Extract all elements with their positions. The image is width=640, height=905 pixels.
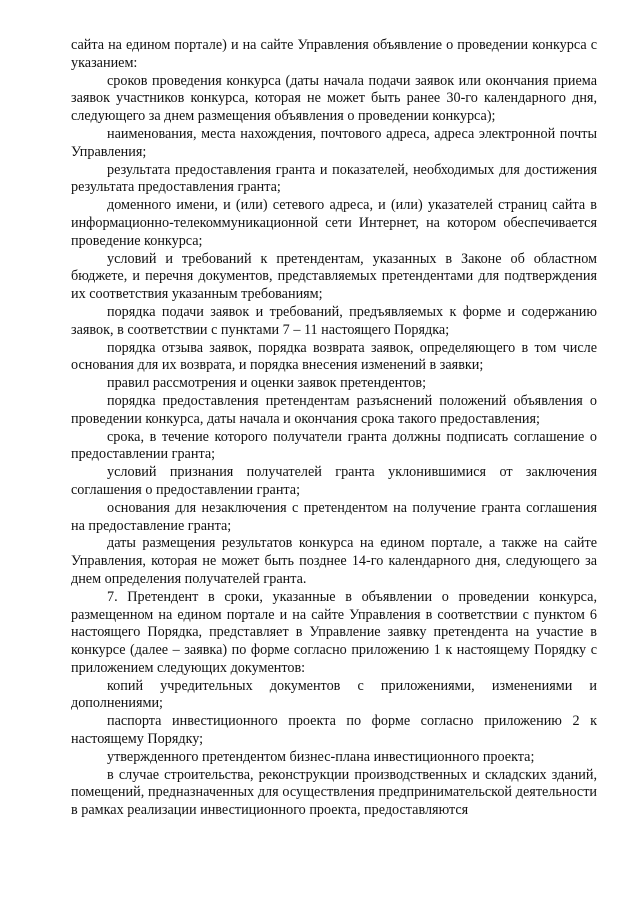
paragraph-evaluation-rules: правил рассмотрения и оценки заявок претендентов;	[107, 375, 427, 392]
paragraph-continuation: сайта на едином портале) и на сайте Управления объявление о проведении конкурса с указанием:	[71, 37, 597, 71]
paragraph-application-order: порядка подачи заявок и требований, предъявляемых к форме и содержанию заявок, в соответствии с пунктами 7 – 11 настоящего Порядка;	[71, 303, 597, 338]
paragraph-results-date: даты размещения результатов конкурса на едином портале, а также на сайте Управления, которая не может быть позднее 14-го календарного дня, следующего за днем определения получателей гранта.	[71, 535, 597, 587]
paragraph-grant-result: результата предоставления гранта и показателей, необходимых для достижения результата предоставления гранта;	[71, 161, 597, 196]
paragraph-project-passport: паспорта инвестиционного проекта по форме согласно приложению 2 к настоящему Порядку;	[71, 713, 597, 748]
paragraph-construction: в случае строительства, реконструкции производственных и складских зданий, помещений, предназначенных для осуществления предпринимательской деятельности в рамках реализации инвестиционного проекта, предоставляются	[71, 766, 597, 819]
paragraph-withdrawal: порядка отзыва заявок, порядка возврата заявок, определяющего в том числе основания для их возврата, и порядка внесения изменений в заявки;	[71, 339, 597, 374]
paragraph-name-address: наименования, места нахождения, почтового адреса, адреса электронной почты Управления;	[71, 125, 597, 160]
paragraph-domain-name: доменного имени, и (или) сетевого адреса, и (или) указателей страниц сайта в информационно-телекоммуникационной сети Интернет, на котором обеспечивается проведение конкурса;	[71, 197, 597, 249]
paragraph-item-7: 7. Претендент в сроки, указанные в объявлении о проведении конкурса, размещенном на едином портале и на сайте Управления в соответствии с пунктом 6 настоящего Порядка, представляет в Управление заявку претендента на участие в конкурсе (далее – заявка) по форме согласно приложению 1 к настоящему Порядку с приложением следующих документов:	[71, 588, 597, 676]
paragraph-non-conclusion: основания для незаключения с претендентом на получение гранта соглашения на предоставление гранта;	[71, 499, 597, 534]
paragraph-terms: сроков проведения конкурса (даты начала подачи заявок или окончания приема заявок участников конкурса, которая не может быть ранее 30-го календарного дня, следующего за днем размещения объявления о проведении конкурса);	[71, 72, 597, 125]
paragraph-requirements: условий и требований к претендентам, указанных в Законе об областном бюджете, и перечня документов, представляемых претендентами для подтверждения их соответствия указанным требованиям;	[71, 250, 597, 303]
paragraph-business-plan: утвержденного претендентом бизнес-плана инвестиционного проекта;	[107, 748, 535, 765]
document-body	[71, 37, 597, 820]
paragraph-clarifications: порядка предоставления претендентам разъяснений положений объявления о проведении конкурса, даты начала и окончания срока такого предоставления;	[71, 392, 597, 427]
paragraph-evasion-conditions: условий признания получателей гранта уклонившимися от заключения соглашения о предоставлении гранта;	[71, 464, 597, 498]
paragraph-signing-deadline: срока, в течение которого получатели гранта должны подписать соглашение о предоставлении гранта;	[71, 428, 597, 463]
paragraph-founding-docs: копий учредительных документов с приложениями, изменениями и дополнениями;	[71, 677, 597, 712]
